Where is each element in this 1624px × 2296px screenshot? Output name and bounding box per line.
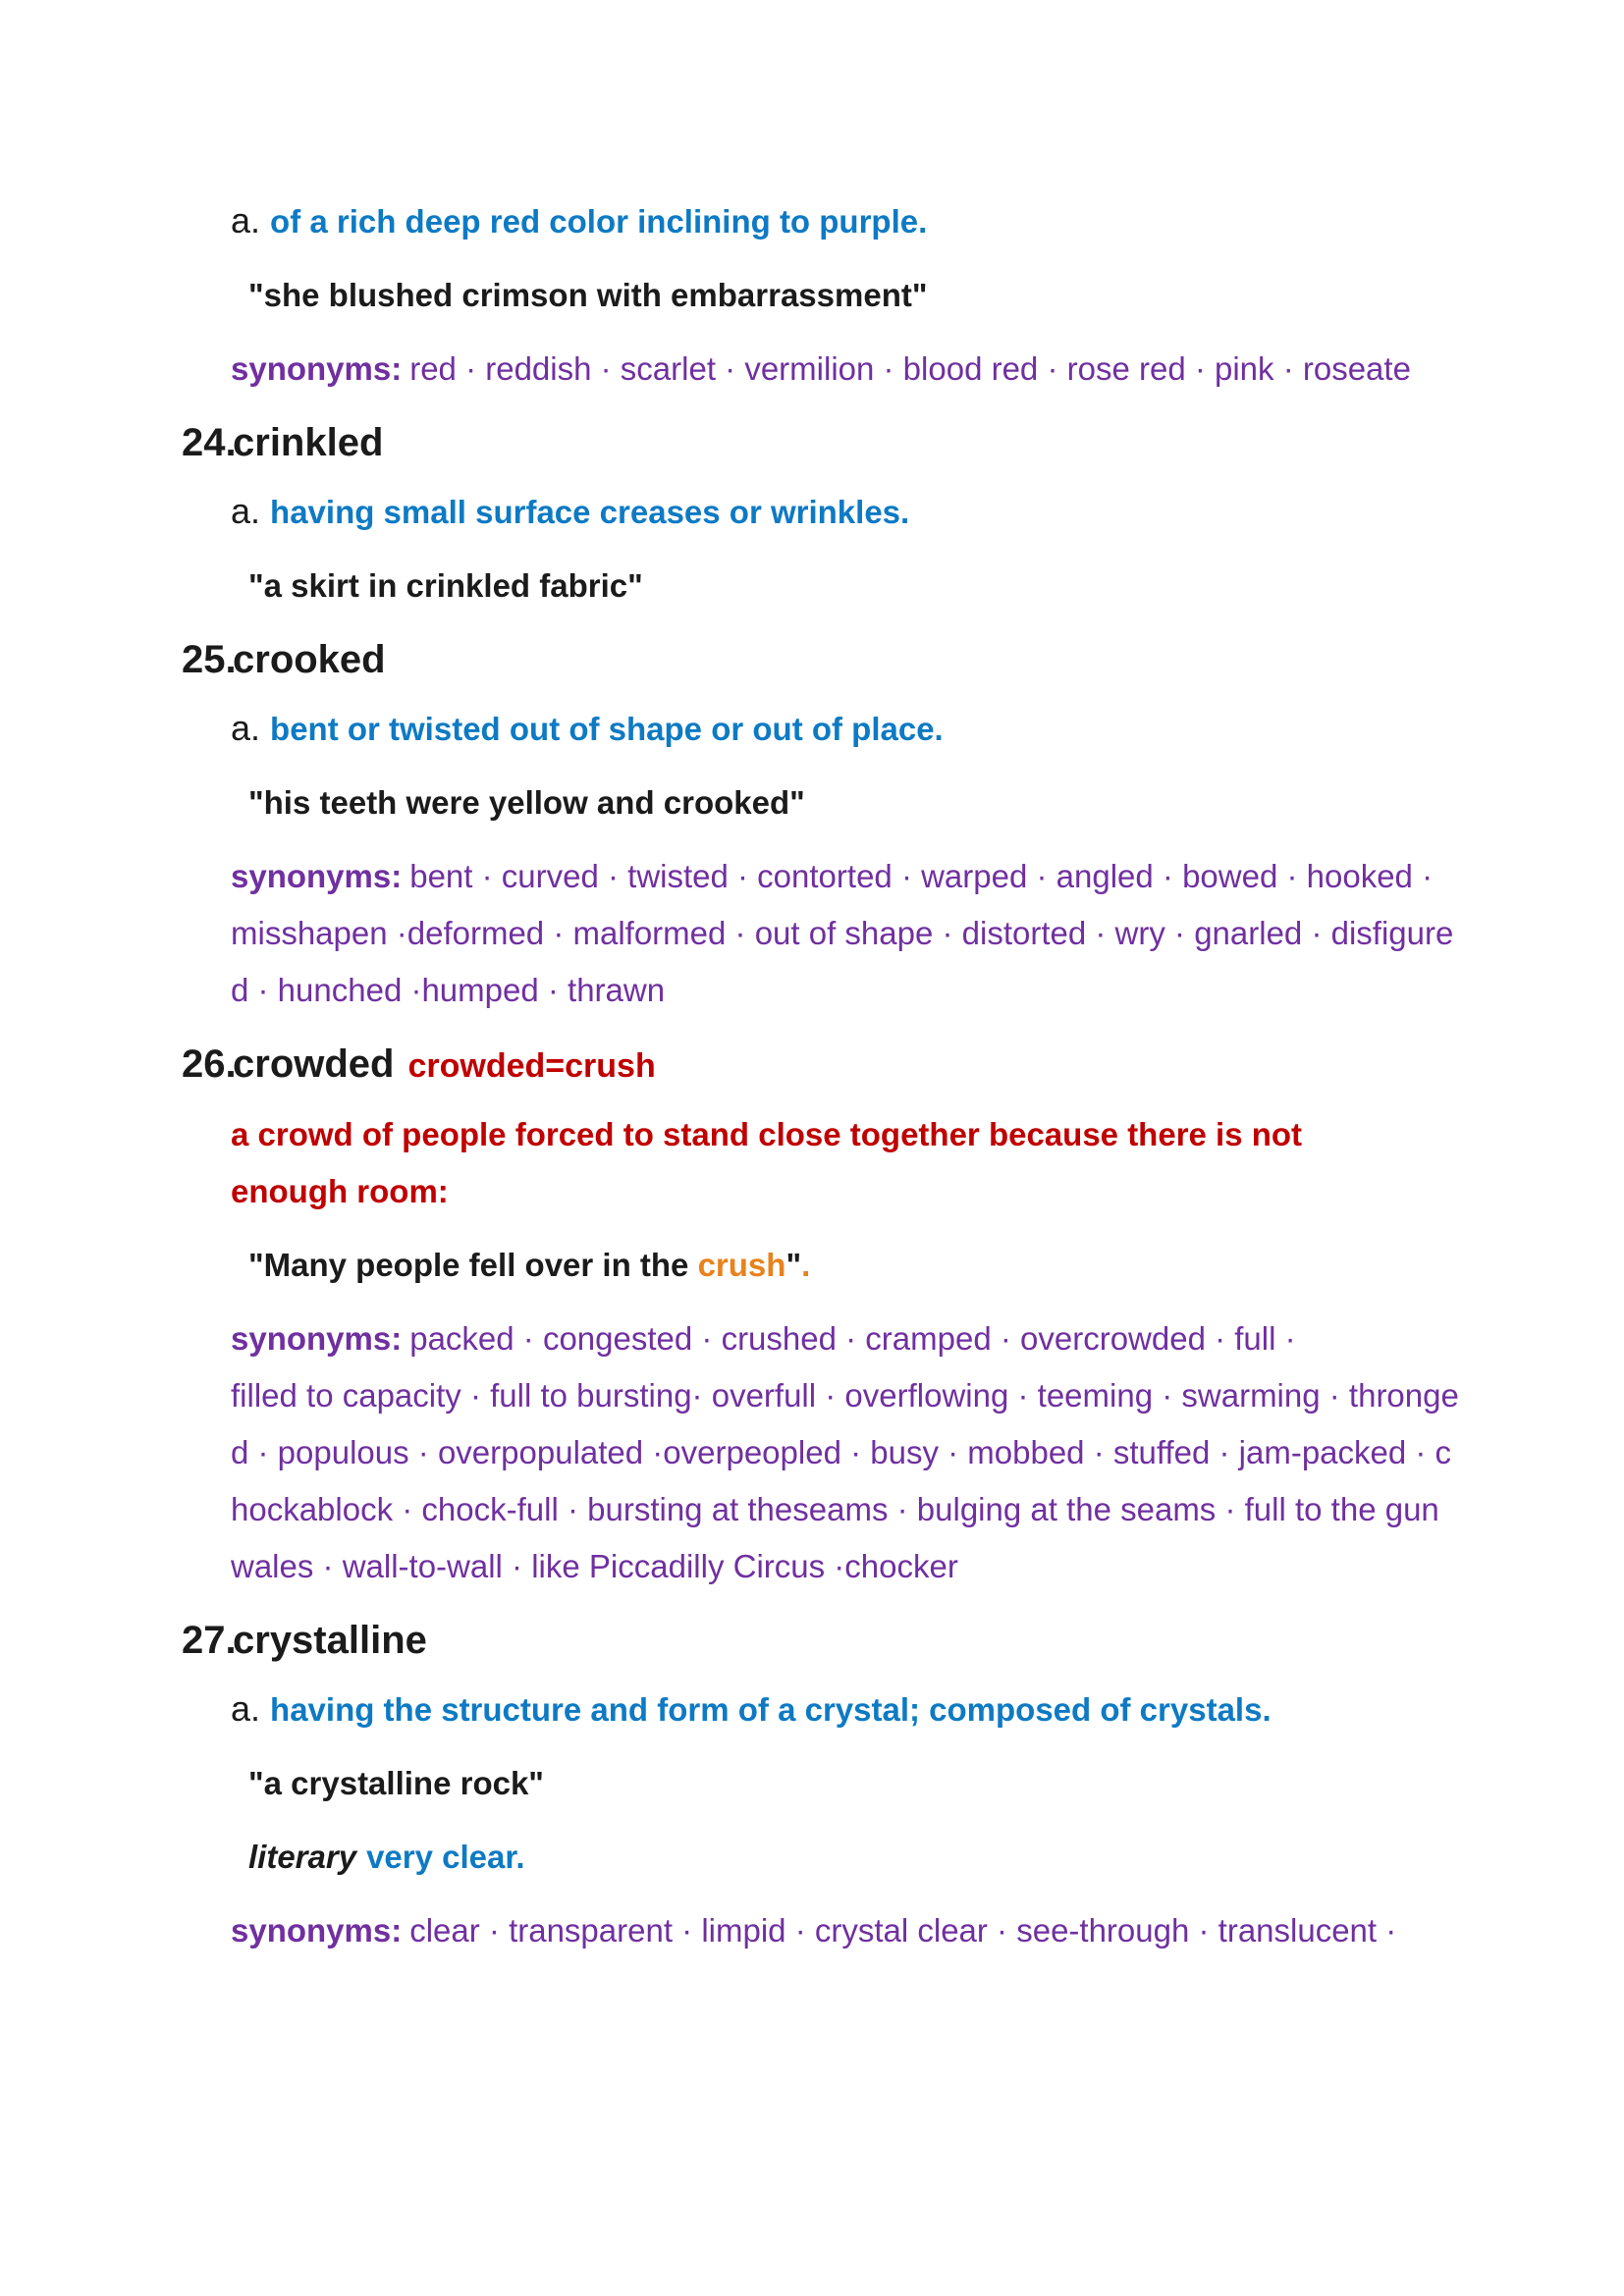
synonyms-block xyxy=(0,341,1624,398)
synonyms-line xyxy=(231,1481,1624,1538)
synonyms-text: clear · transparent · limpid · crystal clear · see-through · translucent · xyxy=(409,1912,1397,1949)
synonyms-block xyxy=(0,1902,1624,1959)
synonyms-line xyxy=(231,1424,1624,1481)
synonyms-text: d · hunched ·humped · thrawn xyxy=(231,972,666,1008)
synonyms-label: synonyms: xyxy=(231,1912,403,1949)
synonyms-text: red · reddish · scarlet · vermilion · blood red · rose red · pink · roseate xyxy=(409,350,1411,387)
literary-text: very clear. xyxy=(366,1839,525,1875)
synonyms-label: synonyms: xyxy=(231,858,403,894)
example-quote: "a crystalline rock" xyxy=(248,1765,544,1801)
literary-label: literary xyxy=(248,1839,357,1875)
red-definition-line xyxy=(231,1106,1624,1163)
synonyms-line xyxy=(231,962,1624,1019)
synonyms-text: filled to capacity · full to bursting· overfull · overflowing · teeming · swarming · thronge xyxy=(231,1377,1459,1414)
entry-number: 26. xyxy=(182,1042,237,1086)
red-definition-line xyxy=(231,1163,1624,1220)
synonyms-line xyxy=(231,1902,1624,1959)
entry-crooked xyxy=(0,631,1624,1019)
definition-text: of a rich deep red color inclining to purple. xyxy=(270,203,928,240)
definition-text: having the structure and form of a crystal; composed of crystals. xyxy=(270,1691,1272,1728)
entry-word: crinkled xyxy=(233,421,384,464)
entry-heading xyxy=(182,1612,1624,1669)
literary-line xyxy=(248,1829,1624,1886)
synonyms-text: packed · congested · crushed · cramped · overcrowded · full · xyxy=(409,1320,1296,1357)
synonyms-text: wales · wall-to-wall · like Piccadilly Circus ·chocker xyxy=(231,1548,958,1584)
definition-line xyxy=(231,700,1624,758)
definition-line xyxy=(231,483,1624,541)
synonyms-text: d · populous · overpopulated ·overpeopled · busy · mobbed · stuffed · jam-packed · c xyxy=(231,1434,1452,1470)
example-pre: "Many people fell over in the xyxy=(248,1247,698,1283)
entry-number: 25. xyxy=(182,638,237,681)
example-tail: . xyxy=(801,1247,811,1283)
entry-number: 27. xyxy=(182,1619,237,1662)
entry-crinkled xyxy=(0,414,1624,614)
definition-prefix: a. xyxy=(231,200,261,240)
definition-prefix: a. xyxy=(231,708,261,748)
synonyms-line xyxy=(231,1310,1624,1367)
example-post: " xyxy=(785,1247,802,1283)
red-definition-block xyxy=(0,1106,1624,1220)
entry-heading xyxy=(182,414,1624,471)
entry-word: crowded xyxy=(233,1042,395,1086)
red-definition-text: a crowd of people forced to stand close together because there is not xyxy=(231,1116,1303,1152)
synonyms-label: synonyms: xyxy=(231,1320,403,1357)
synonyms-line xyxy=(231,1367,1624,1424)
example-highlight: crush xyxy=(697,1247,786,1283)
synonyms-line xyxy=(231,1538,1624,1595)
entry-crowded xyxy=(0,1036,1624,1595)
synonyms-line xyxy=(231,848,1624,905)
example-quote xyxy=(248,1237,1624,1294)
red-definition-text: enough room: xyxy=(231,1173,449,1209)
entry-crimson xyxy=(0,192,1624,398)
definition-line xyxy=(231,192,1624,250)
definition-line xyxy=(231,1681,1624,1738)
synonyms-text: hockablock · chock-full · bursting at theseams · bulging at the seams · full to the gun xyxy=(231,1491,1439,1527)
synonyms-label: synonyms: xyxy=(231,350,403,387)
entry-crystalline xyxy=(0,1612,1624,1959)
example-quote: "a skirt in crinkled fabric" xyxy=(248,567,643,604)
synonyms-line xyxy=(231,341,1624,398)
entry-heading xyxy=(182,1036,1624,1095)
entry-heading xyxy=(182,631,1624,688)
definition-text: having small surface creases or wrinkles. xyxy=(270,494,910,530)
example-quote: "his teeth were yellow and crooked" xyxy=(248,784,805,821)
synonyms-line xyxy=(231,905,1624,962)
definition-prefix: a. xyxy=(231,491,261,531)
definition-prefix: a. xyxy=(231,1688,261,1729)
synonyms-block xyxy=(0,848,1624,1019)
synonyms-block xyxy=(0,1310,1624,1595)
synonyms-text: bent · curved · twisted · contorted · warped · angled · bowed · hooked · xyxy=(409,858,1434,894)
entry-word: crooked xyxy=(233,638,386,681)
definition-text: bent or twisted out of shape or out of place. xyxy=(270,711,944,747)
example-quote: "she blushed crimson with embarrassment" xyxy=(248,277,928,313)
synonyms-text: misshapen ·deformed · malformed · out of shape · distorted · wry · gnarled · disfigure xyxy=(231,915,1454,951)
entry-word: crystalline xyxy=(233,1619,427,1662)
entry-number: 24. xyxy=(182,421,237,464)
entry-note: crowded=crush xyxy=(407,1047,656,1085)
